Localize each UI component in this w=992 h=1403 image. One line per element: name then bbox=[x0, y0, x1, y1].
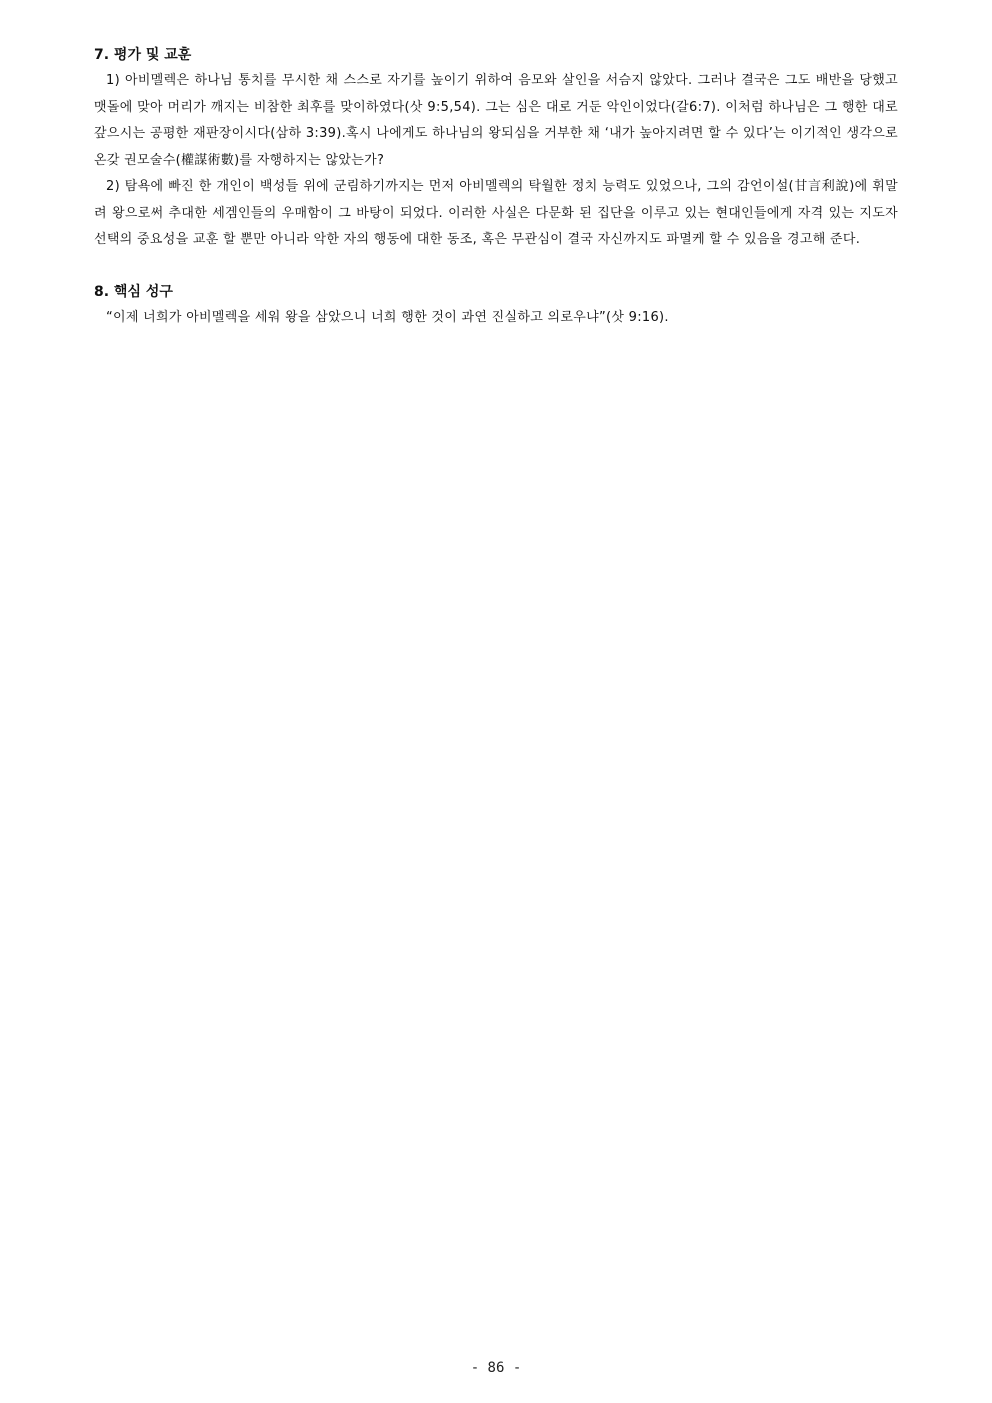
key-verse: “이제 너희가 아비멜렉을 세워 왕을 삼았으니 너희 행한 것이 과연 진실하고 의로우냐”(삿 9:16). bbox=[106, 309, 669, 325]
section-7-paragraph-1: 1) 아비멜렉은 하나님 통치를 무시한 채 스스로 자기를 높이기 위하여 음모와 살인을 서슴지 않았다. 그러나 결국은 그도 배반을 당했고 맷돌에 맞아 머리가 깨지는 비참한 최후를 맞이하였다(삿 9:5,54). 그는 심은 대로 거둔 악인이었다(갈6:7). 이처럼 하나님은 그 행한 대로 갚으시는 공평한 재판장이시다(삼하 3:39).혹시 나에게도 하나님의 왕되심을 거부한 채 ‘내가 높아지려면 할 수 있다’는 이기적인 생각으로 온갖 권모술수(權謀術數)를 자행하지는 않았는가? bbox=[94, 73, 898, 168]
section-8-title: 8. 핵심 성구 bbox=[94, 283, 173, 300]
section-7-title: 7. 평가 및 교훈 bbox=[94, 47, 192, 63]
section-7-paragraph-2: 2) 탐욕에 빠진 한 개인이 백성들 위에 군림하기까지는 먼저 아비멜렉의 탁월한 정치 능력도 있었으나, 그의 감언이설(甘言利說)에 휘말려 왕으로써 추대한 세겜인들의 우매함이 그 바탕이 되었다. 이러한 사실은 다문화 된 집단을 이루고 있는 현대인들에게 자격 있는 지도자 선택의 중요성을 교훈 할 뿐만 아니라 악한 자의 행동에 대한 동조, 혹은 무관심이 결국 자신까지도 파멸케 할 수 있음을 경고해 준다. bbox=[94, 179, 898, 247]
section-divider-space bbox=[94, 254, 898, 279]
page-number: - 86 - bbox=[470, 1360, 522, 1376]
document-body bbox=[94, 42, 898, 331]
